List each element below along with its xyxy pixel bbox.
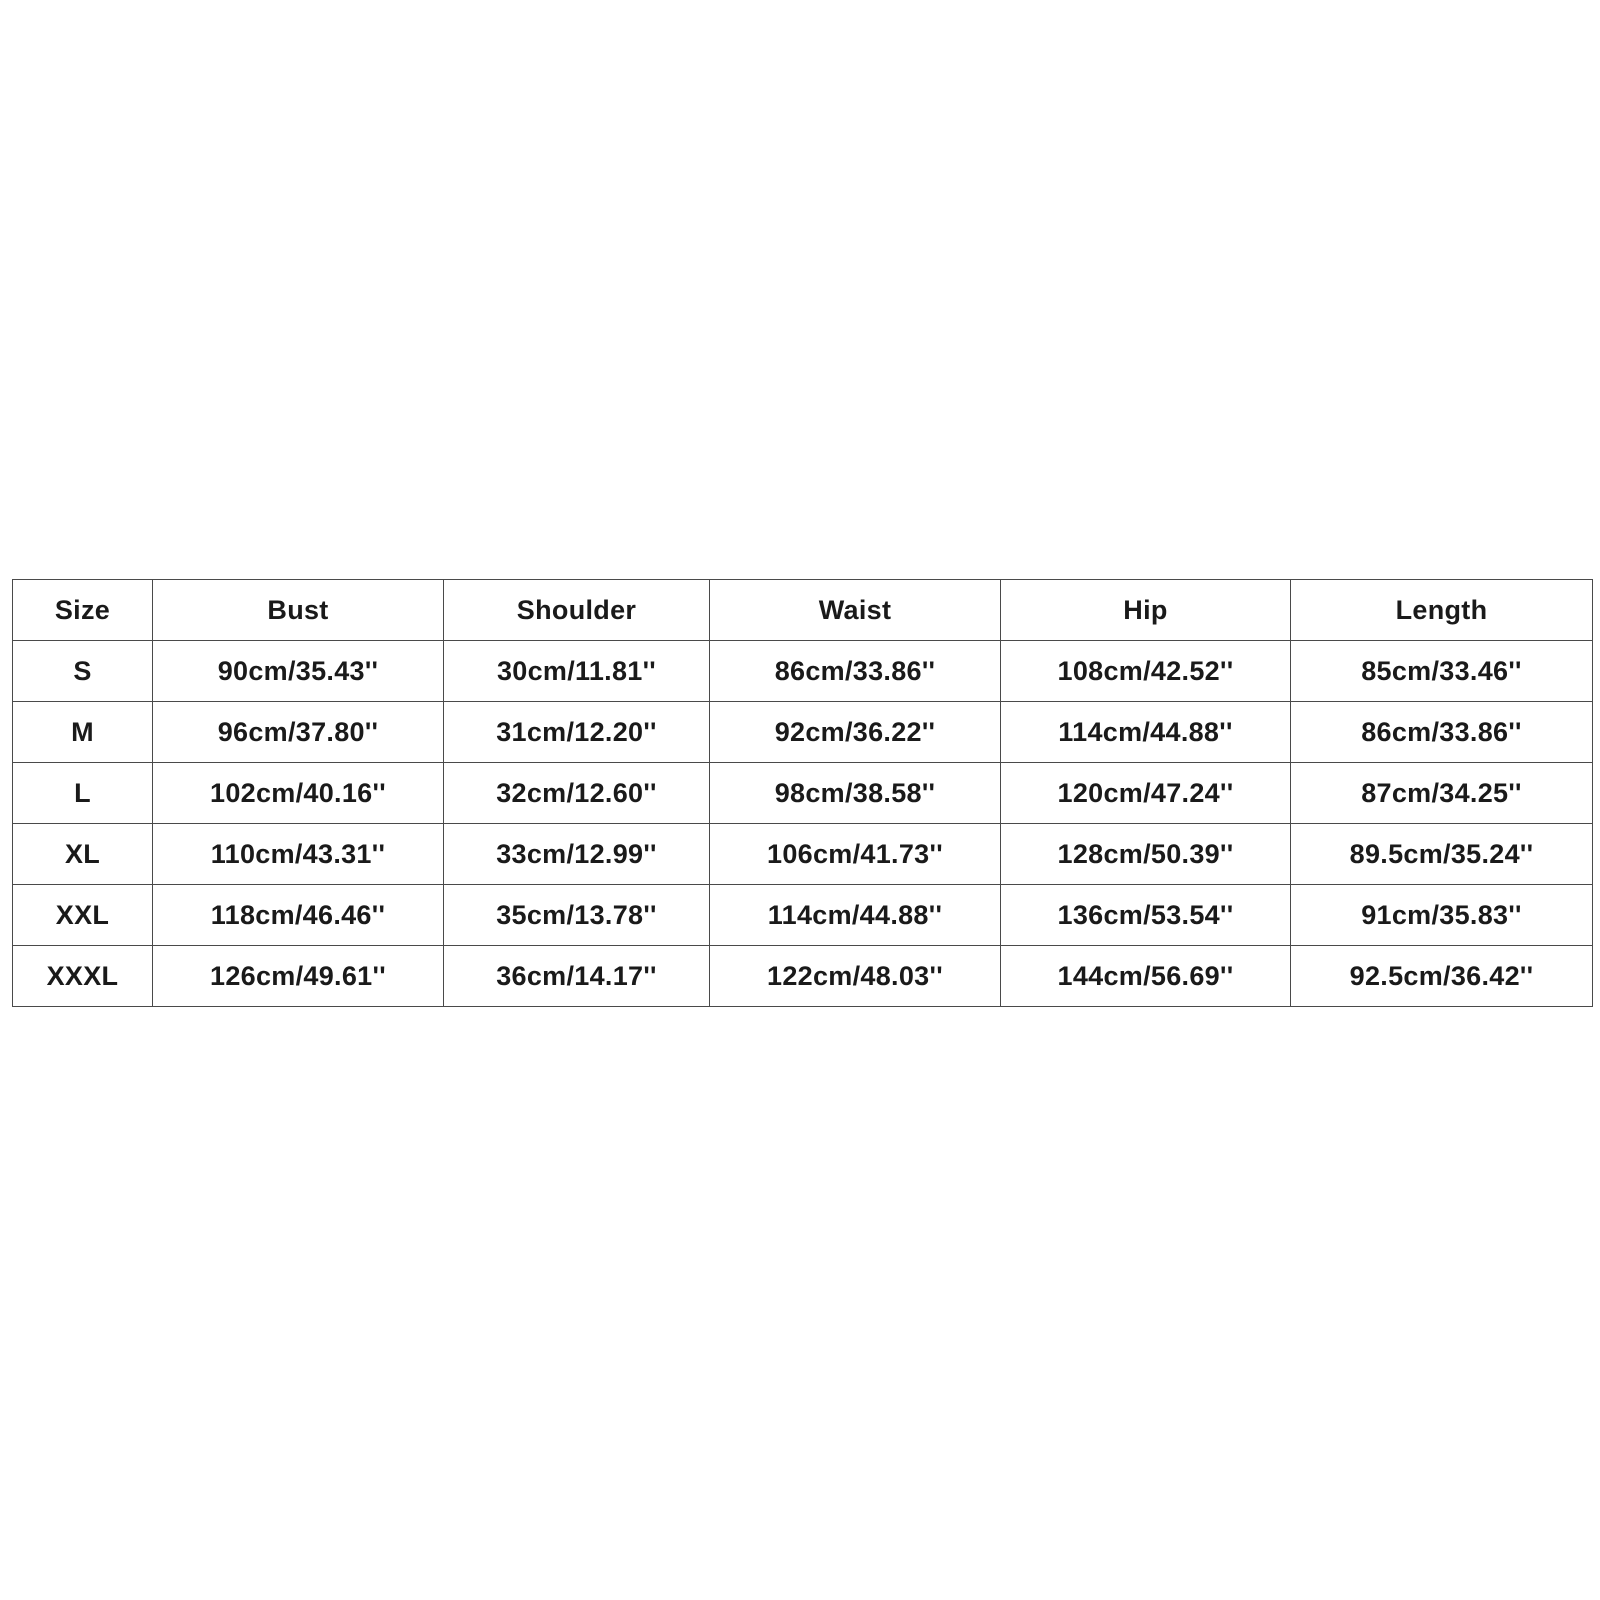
cell-length: 87cm/34.25''	[1291, 763, 1593, 824]
cell-bust: 118cm/46.46''	[153, 885, 444, 946]
cell-hip: 136cm/53.54''	[1001, 885, 1291, 946]
cell-hip: 108cm/42.52''	[1001, 641, 1291, 702]
header-size: Size	[13, 580, 153, 641]
table-row	[13, 885, 1593, 946]
cell-shoulder: 33cm/12.99''	[444, 824, 710, 885]
cell-size: XXL	[13, 885, 153, 946]
size-chart-table	[12, 579, 1593, 1007]
header-shoulder: Shoulder	[444, 580, 710, 641]
table-header-row	[13, 580, 1593, 641]
cell-waist: 122cm/48.03''	[710, 946, 1001, 1007]
cell-waist: 98cm/38.58''	[710, 763, 1001, 824]
table-row	[13, 641, 1593, 702]
cell-hip: 128cm/50.39''	[1001, 824, 1291, 885]
cell-hip: 120cm/47.24''	[1001, 763, 1291, 824]
cell-shoulder: 36cm/14.17''	[444, 946, 710, 1007]
cell-length: 85cm/33.46''	[1291, 641, 1593, 702]
cell-size: S	[13, 641, 153, 702]
cell-size: M	[13, 702, 153, 763]
cell-length: 89.5cm/35.24''	[1291, 824, 1593, 885]
cell-size: L	[13, 763, 153, 824]
cell-bust: 90cm/35.43''	[153, 641, 444, 702]
header-length: Length	[1291, 580, 1593, 641]
table-row	[13, 946, 1593, 1007]
cell-waist: 92cm/36.22''	[710, 702, 1001, 763]
cell-hip: 114cm/44.88''	[1001, 702, 1291, 763]
header-waist: Waist	[710, 580, 1001, 641]
header-bust: Bust	[153, 580, 444, 641]
table-row	[13, 824, 1593, 885]
cell-bust: 126cm/49.61''	[153, 946, 444, 1007]
cell-length: 86cm/33.86''	[1291, 702, 1593, 763]
cell-waist: 114cm/44.88''	[710, 885, 1001, 946]
cell-shoulder: 31cm/12.20''	[444, 702, 710, 763]
cell-hip: 144cm/56.69''	[1001, 946, 1291, 1007]
table-row	[13, 702, 1593, 763]
cell-bust: 110cm/43.31''	[153, 824, 444, 885]
cell-shoulder: 30cm/11.81''	[444, 641, 710, 702]
cell-bust: 96cm/37.80''	[153, 702, 444, 763]
cell-size: XL	[13, 824, 153, 885]
cell-length: 91cm/35.83''	[1291, 885, 1593, 946]
header-hip: Hip	[1001, 580, 1291, 641]
cell-size: XXXL	[13, 946, 153, 1007]
cell-waist: 86cm/33.86''	[710, 641, 1001, 702]
table-row	[13, 763, 1593, 824]
cell-bust: 102cm/40.16''	[153, 763, 444, 824]
cell-shoulder: 32cm/12.60''	[444, 763, 710, 824]
cell-waist: 106cm/41.73''	[710, 824, 1001, 885]
cell-length: 92.5cm/36.42''	[1291, 946, 1593, 1007]
cell-shoulder: 35cm/13.78''	[444, 885, 710, 946]
